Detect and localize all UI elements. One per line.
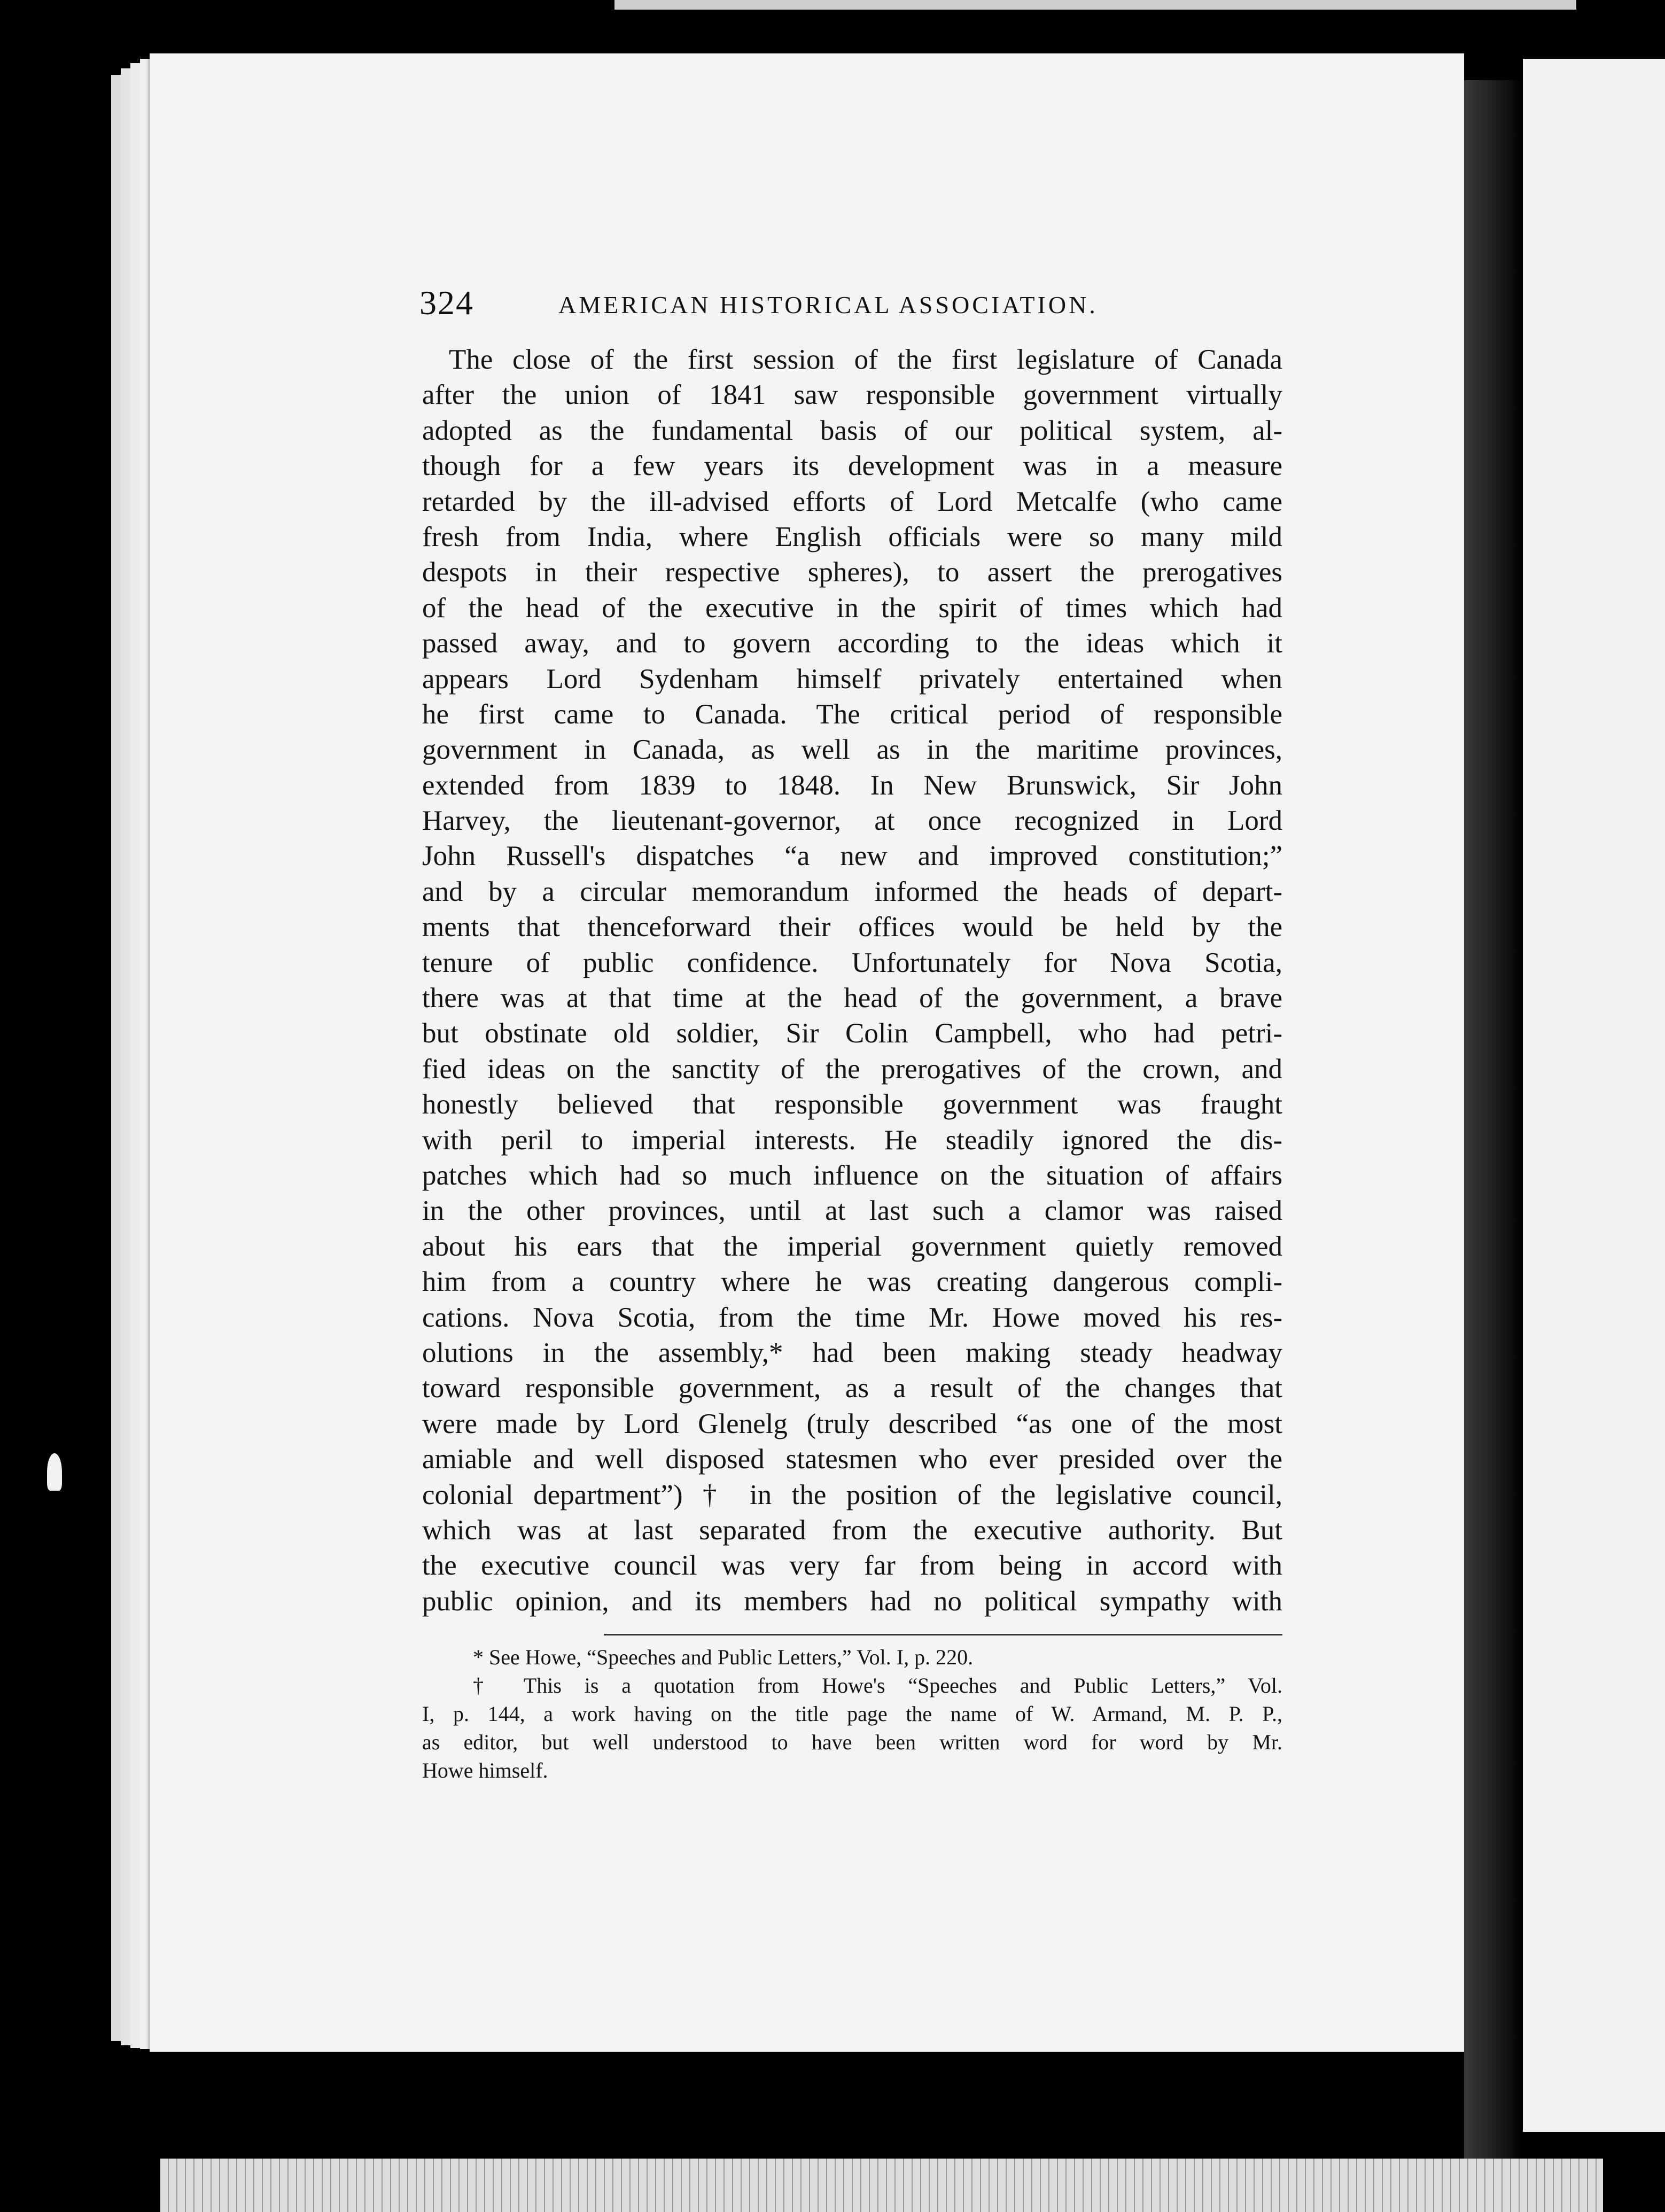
text-line: patches which had so much influence on the situation of affairs — [422, 1159, 1282, 1191]
text-line: which was at last separated from the executive authority. But — [422, 1514, 1282, 1546]
text-line: colonial department”) † in the position of the legislative council, — [422, 1479, 1282, 1510]
footnote-line: * See Howe, “Speeches and Public Letters,” Vol. I, p. 220. — [473, 1645, 974, 1669]
text-line: amiable and well disposed statesmen who ever presided over the — [422, 1444, 1282, 1475]
footnote-line: Howe himself. — [422, 1758, 548, 1782]
text-line: fied ideas on the sanctity of the prerogatives of the crown, and — [422, 1053, 1282, 1085]
text-line: there was at that time at the head of the government, a brave — [422, 983, 1282, 1014]
footnote-rule — [604, 1634, 1282, 1635]
text-line: the executive council was very far from being in accord with — [422, 1550, 1282, 1582]
page-header — [419, 283, 1280, 331]
text-line: but obstinate old soldier, Sir Colin Campbell, who had petri- — [422, 1018, 1282, 1049]
text-line: and by a circular memorandum informed the heads of depart- — [422, 876, 1282, 907]
text-line: in the other provinces, until at last such a clamor was raised — [422, 1195, 1282, 1227]
text-line: retarded by the ill-advised efforts of Lord Metcalfe (who came — [422, 486, 1282, 517]
text-line: John Russell's dispatches “a new and improved constitution;” — [422, 840, 1282, 872]
footnote-line: † This is a quotation from Howe's “Speeches and Public Letters,” Vol. — [473, 1673, 1282, 1697]
page-number: 324 — [419, 284, 474, 322]
text-line: passed away, and to govern according to the ideas which it — [422, 628, 1282, 659]
text-line: olutions in the assembly,* had been making steady headway — [422, 1337, 1282, 1368]
text-line: about his ears that the imperial government quietly removed — [422, 1230, 1282, 1262]
text-line: he first came to Canada. The critical period of responsible — [422, 698, 1282, 730]
footnote-line: I, p. 144, a work having on the title page the name of W. Armand, M. P. P., — [422, 1702, 1282, 1726]
text-line: were made by Lord Glenelg (truly described “as one of the most — [422, 1408, 1282, 1439]
text-line: him from a country where he was creating dangerous compli- — [422, 1266, 1282, 1298]
text-line: adopted as the fundamental basis of our political system, al- — [422, 415, 1282, 446]
top-page-strip — [614, 0, 1576, 10]
text-line: cations. Nova Scotia, from the time Mr. Howe moved his res- — [422, 1302, 1282, 1333]
text-line: Harvey, the lieutenant-governor, at once recognized in Lord — [422, 805, 1282, 837]
footnotes — [422, 1643, 1282, 1785]
text-line: after the union of 1841 saw responsible government virtually — [422, 379, 1282, 411]
book-gutter — [1464, 80, 1523, 2164]
footnote-line: as editor, but well understood to have been written word for word by Mr. — [422, 1730, 1282, 1754]
text-line: public opinion, and its members had no political sympathy with — [422, 1585, 1282, 1617]
running-head: AMERICAN HISTORICAL ASSOCIATION. — [558, 291, 1098, 318]
text-line: tenure of public confidence. Unfortunately for Nova Scotia, — [422, 947, 1282, 978]
text-line: despots in their respective spheres), to assert the prerogatives — [422, 557, 1282, 588]
text-line: ments that thenceforward their offices would be held by the — [422, 912, 1282, 943]
facing-page-edge — [1523, 59, 1665, 2132]
text-line: though for a few years its development was in a measure — [422, 450, 1282, 482]
text-line: honestly believed that responsible government was fraught — [422, 1089, 1282, 1120]
text-line: with peril to imperial interests. He steadily ignored the dis- — [422, 1124, 1282, 1156]
text-line: fresh from India, where English officials were so many mild — [422, 521, 1282, 552]
text-line: government in Canada, as well as in the maritime provinces, — [422, 734, 1282, 766]
text-line: toward responsible government, as a result of the changes that — [422, 1373, 1282, 1404]
scan-artifact — [47, 1453, 62, 1491]
text-line: appears Lord Sydenham himself privately entertained when — [422, 663, 1282, 695]
text-line: extended from 1839 to 1848. In New Brunswick, Sir John — [422, 769, 1282, 801]
text-line: of the head of the executive in the spirit of times which had — [422, 592, 1282, 624]
text-line: The close of the first session of the first legislature of Canada — [449, 344, 1282, 375]
body-text — [422, 342, 1282, 1619]
bottom-page-strip — [160, 2159, 1603, 2212]
